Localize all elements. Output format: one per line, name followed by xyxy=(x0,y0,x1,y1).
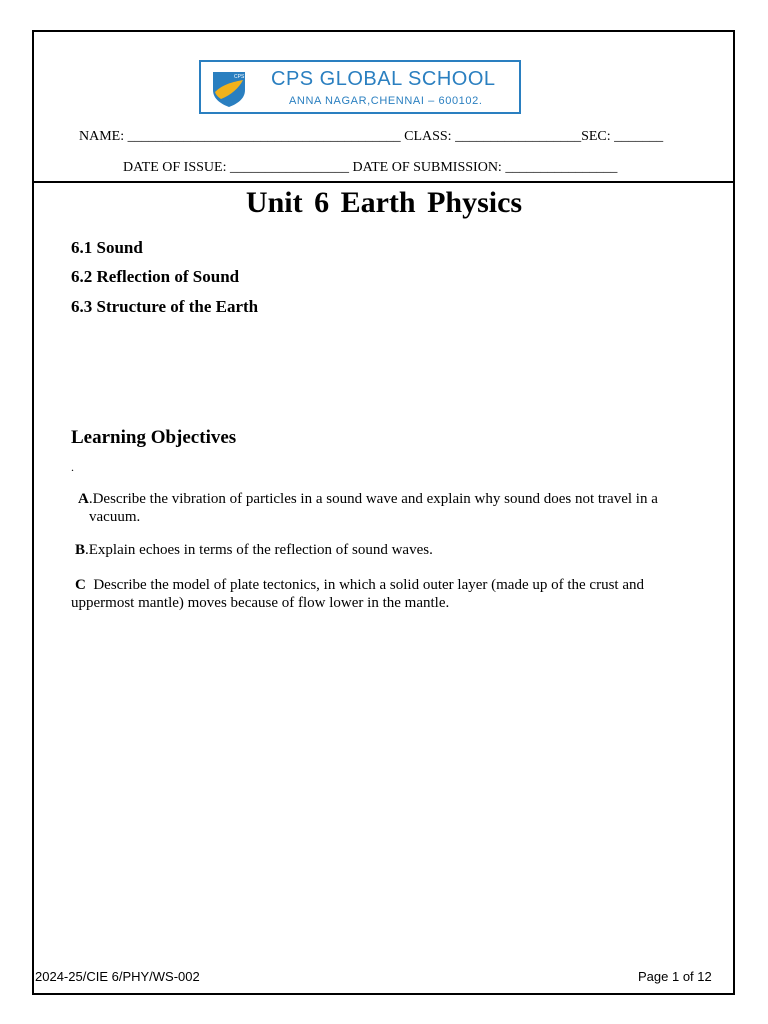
topic-item: 6.2 Reflection of Sound xyxy=(71,267,240,286)
topic-item: 6.3 Structure of the Earth xyxy=(71,297,259,316)
topic-item: 6.1 Sound xyxy=(71,238,143,257)
objective-a-continued: vacuum. xyxy=(89,509,141,525)
objective-text: Describe the vibration of particles in a sound wave and explain why sound does not travel in a xyxy=(92,491,658,507)
school-shield-icon xyxy=(209,68,249,108)
objective-text: Explain echoes in terms of the reflection of sound waves. xyxy=(88,542,433,558)
unit-title: Unit 6 Earth Physics xyxy=(245,186,523,219)
objective-letter: C xyxy=(75,577,86,593)
learning-objectives-heading: Learning Objectives xyxy=(71,427,237,448)
objective-separator: . xyxy=(88,491,93,507)
objective-c-continued: uppermost mantle) moves because of flow lower in the mantle. xyxy=(71,595,450,611)
objective-separator: . xyxy=(85,542,89,558)
school-logo xyxy=(199,60,521,114)
issue-submission-date-line: DATE OF ISSUE: _________________ DATE OF SUBMISSION: ________________ xyxy=(123,160,618,175)
objective-c xyxy=(75,576,715,594)
page-number: Page 1 of 12 xyxy=(638,969,712,984)
svg-text:CPS: CPS xyxy=(234,74,245,80)
objective-letter: A xyxy=(78,491,89,507)
name-class-sec-line: NAME: _______________________________________ CLASS: __________________SEC: _______ xyxy=(79,129,664,144)
objective-letter: B xyxy=(75,542,86,558)
stray-dot: . xyxy=(71,460,74,474)
school-address: ANNA NAGAR,CHENNAI – 600102. xyxy=(289,95,483,107)
objective-text: Describe the model of plate tectonics, in which a solid outer layer (made up of the crust and xyxy=(93,577,644,593)
objective-b xyxy=(75,541,715,559)
document-code: 2024-25/CIE 6/PHY/WS-002 xyxy=(35,969,200,984)
objective-a xyxy=(78,490,718,508)
school-name: CPS GLOBAL SCHOOL xyxy=(271,68,496,90)
header-divider xyxy=(32,181,735,183)
